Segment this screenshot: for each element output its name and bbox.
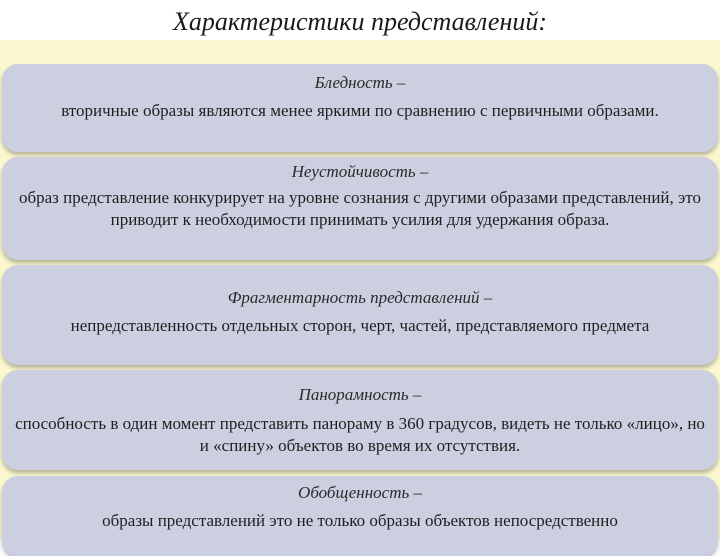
card-heading: Неустойчивость –	[291, 162, 429, 181]
card-pallor	[2, 64, 718, 152]
card-text: образы представлений это не только образы объектов непосредственно	[102, 511, 618, 530]
card-text: вторичные образы являются менее яркими по сравнению с первичными образами.	[61, 101, 659, 120]
card-text: непредставленность отдельных сторон, черт, частей, представляемого предмета	[70, 316, 650, 335]
card-text: образ представление конкурирует на уровне сознания с другими образами представлений, это приводит к необходимости принимать усилия для удержания образа.	[18, 188, 702, 229]
slide-title: Характеристики представлений:	[172, 7, 548, 36]
card-heading: Бледность –	[314, 73, 406, 92]
card-heading: Фрагментарность представлений –	[227, 288, 493, 307]
card-heading: Панорамность –	[298, 385, 422, 404]
card-panoramic	[2, 370, 718, 470]
card-instability	[2, 157, 718, 260]
card-generalization	[2, 476, 718, 556]
card-fragmentation	[2, 265, 718, 365]
card-heading: Обобщенность –	[298, 483, 422, 502]
card-text: способность в один момент представить панораму в 360 градусов, видеть не только «лицо», но и «спину» объектов во время их отсутствия.	[15, 414, 705, 455]
